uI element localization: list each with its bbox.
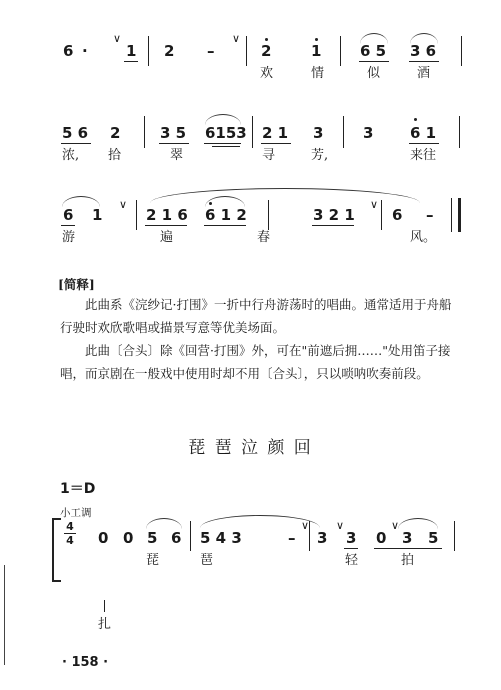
note: 6 — [63, 206, 74, 224]
lyric: 游 — [62, 230, 76, 245]
lyric: 拾 — [108, 148, 122, 163]
note: 3 — [313, 124, 324, 142]
annotation-heading: [简释] — [58, 277, 95, 292]
percussion-mark: 扎 — [98, 617, 112, 632]
breath-mark: ∨ — [336, 519, 345, 532]
note-group: 6 1 2 — [205, 206, 247, 224]
note-group: 5 6 — [62, 124, 89, 142]
note: 3 — [317, 529, 328, 547]
note: 1 — [311, 42, 322, 60]
lyric: 情 — [311, 66, 325, 81]
note-group: 3 6 — [410, 42, 437, 60]
annotation-paragraph-1: 此曲系《浣纱记·打围》一折中行舟游荡时的唱曲。通常适用于舟船行驶时欢欣歌唱或描景写意等优美场面。 — [60, 297, 452, 335]
lyric: 寻 — [262, 148, 276, 163]
score-row-4 — [0, 505, 501, 645]
note-group: 2 1 6 — [146, 206, 188, 224]
lyric: 遍 — [160, 230, 174, 245]
note-dash: – — [426, 206, 434, 224]
time-signature: 4 4 — [64, 520, 76, 547]
note: 6 — [171, 529, 182, 547]
lyric: 春 — [257, 230, 271, 245]
song-title: 琵 琶 泣 颜 回 — [188, 438, 313, 458]
note-group: 5 4 3 — [200, 529, 242, 547]
lyric: 琵 — [146, 553, 160, 568]
note-group: 6 5 — [360, 42, 387, 60]
score-row-3 — [0, 188, 501, 263]
note-dash: – — [288, 529, 296, 547]
lyric: 似 — [367, 66, 381, 81]
note: 3 — [346, 529, 357, 547]
lyric: 浓, — [62, 148, 80, 163]
note: 6 — [392, 206, 403, 224]
note: 5 — [428, 529, 439, 547]
breath-mark: ∨ — [119, 198, 128, 211]
breath-mark: ∨ — [370, 198, 379, 211]
breath-mark: ∨ — [391, 519, 400, 532]
lyric: 翠 — [170, 148, 184, 163]
lyric: 芳, — [311, 148, 329, 163]
breath-mark: ∨ — [113, 32, 122, 45]
score-row-2 — [0, 112, 501, 182]
note: 5 — [147, 529, 158, 547]
note-group: 6153 — [205, 124, 247, 142]
note: 3 — [363, 124, 374, 142]
note: 2 — [110, 124, 121, 142]
score-row-1 — [0, 30, 501, 100]
lyric: 酒 — [417, 66, 431, 81]
lyric: 欢 — [260, 66, 274, 81]
annotation-paragraph-2: 此曲〔合头〕除《回营·打围》外，可在"前遮后拥……"处用笛子接唱，而京剧在一般戏中使用时却不用〔合头〕，只以唢呐吹奏前段。 — [60, 343, 451, 381]
mode-label: 小工调 — [60, 507, 92, 519]
note: 0 — [123, 529, 134, 547]
note-group: 6 1 — [410, 124, 437, 142]
note: 1 — [92, 206, 103, 224]
lyric: 来往 — [410, 148, 437, 163]
note-dash: – — [207, 42, 215, 60]
breath-mark: ∨ — [232, 32, 241, 45]
key-signature: 1＝D — [60, 481, 96, 497]
note: 1 — [126, 42, 137, 60]
note: 0 — [376, 529, 387, 547]
lyric: 风。 — [410, 230, 437, 245]
lyric: 拍 — [401, 553, 415, 568]
lyric: 琶 — [200, 553, 214, 568]
lyric: 轻 — [345, 553, 359, 568]
note-group: 2 1 — [262, 124, 289, 142]
note: 0 — [98, 529, 109, 547]
note: 3 — [402, 529, 413, 547]
note: 6 — [63, 42, 74, 60]
note-group: 3 2 1 — [313, 206, 355, 224]
breath-mark: ∨ — [301, 519, 310, 532]
note-dot: · — [82, 42, 88, 60]
note: 2 — [261, 42, 272, 60]
note: 2 — [164, 42, 175, 60]
note-group: 3 5 — [160, 124, 187, 142]
page-number: · 158 · — [62, 655, 109, 670]
